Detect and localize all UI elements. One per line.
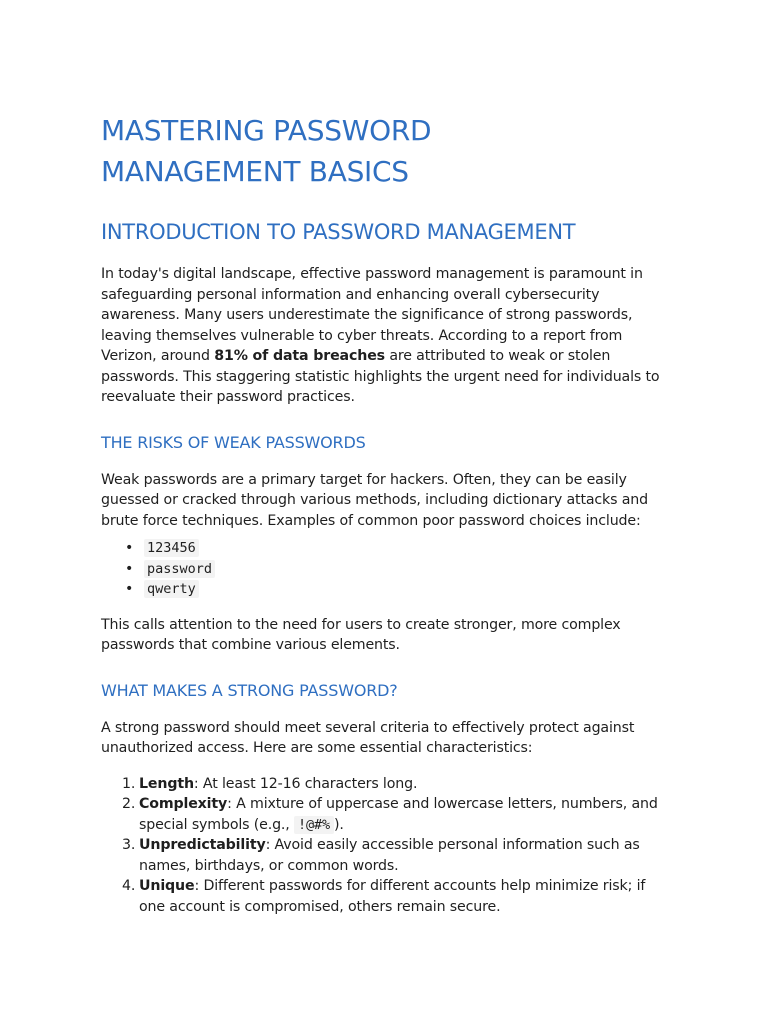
- title-line-1: MASTERING PASSWORD: [101, 114, 432, 147]
- list-item: [127, 579, 671, 600]
- list-item: [122, 835, 671, 876]
- list-number: 4.: [122, 878, 136, 894]
- list-item: [127, 559, 671, 580]
- example-password: password: [144, 560, 215, 578]
- criterion-desc: : A mixture of uppercase and lowercase letters, numbers, and special symbols (e.g.,: [139, 796, 658, 833]
- symbol-example: !@#%: [294, 816, 334, 834]
- criterion-desc-after: ).: [333, 816, 344, 833]
- document-page: [101, 110, 671, 917]
- risks-closing-paragraph: This calls attention to the need for users to create stronger, more complex passwords that combine various elements.: [101, 616, 621, 653]
- criterion-term: Unpredictability: [139, 837, 266, 853]
- criterion-term: Unique: [139, 878, 195, 894]
- strong-criteria-list: [101, 774, 671, 918]
- list-number: 1.: [122, 775, 136, 792]
- intro-heading: INTRODUCTION TO PASSWORD MANAGEMENT: [101, 220, 576, 244]
- risks-heading: THE RISKS OF WEAK PASSWORDS: [101, 432, 366, 452]
- criterion-term: Complexity: [139, 796, 228, 812]
- bullet-icon: •: [125, 540, 134, 556]
- risks-paragraph: Weak passwords are a primary target for hackers. Often, they can be easily guessed or cracked through various methods, including dictionary attacks and brute force techniques. Examples of common poor password choices include:: [101, 471, 648, 529]
- criterion-term: Length: [139, 775, 194, 792]
- weak-password-examples: [101, 538, 671, 600]
- list-item: [122, 774, 671, 795]
- example-password: qwerty: [144, 580, 199, 598]
- list-item: [122, 794, 671, 835]
- strong-paragraph: A strong password should meet several criteria to effectively protect against unauthorized access. Here are some essential characteristics:: [101, 719, 635, 756]
- strong-heading: WHAT MAKES A STRONG PASSWORD?: [101, 680, 398, 700]
- criterion-desc: : Different passwords for different accounts help minimize risk; if one account is compromised, others remain secure.: [139, 878, 646, 915]
- intro-text-before: In today's digital landscape, effective password management is paramount in safeguarding personal information and enhancing overall cybersecurity awareness. Many users underestimate the significance of strong passwords, leaving themselves vulnerable to cyber threats. According to a report from Verizon, around: [101, 266, 643, 364]
- list-number: 2.: [122, 796, 136, 812]
- title-line-2: MANAGEMENT BASICS: [101, 155, 409, 188]
- criterion-desc: : Avoid easily accessible personal information such as names, birthdays, or common words.: [139, 837, 640, 874]
- list-item: [122, 876, 671, 917]
- intro-paragraph: [101, 264, 671, 408]
- intro-text-after: are attributed to weak or stolen passwords. This staggering statistic highlights the urgent need for individuals to reevaluate their password practices.: [101, 348, 660, 405]
- example-password: 123456: [144, 539, 199, 557]
- bullet-icon: •: [125, 581, 134, 597]
- bullet-icon: •: [125, 560, 134, 577]
- list-item: [127, 538, 671, 559]
- intro-stat-bold: 81% of data breaches: [214, 348, 385, 364]
- criterion-desc: : At least 12-16 characters long.: [193, 775, 418, 792]
- list-number: 3.: [122, 837, 136, 853]
- document-title: [101, 110, 671, 192]
